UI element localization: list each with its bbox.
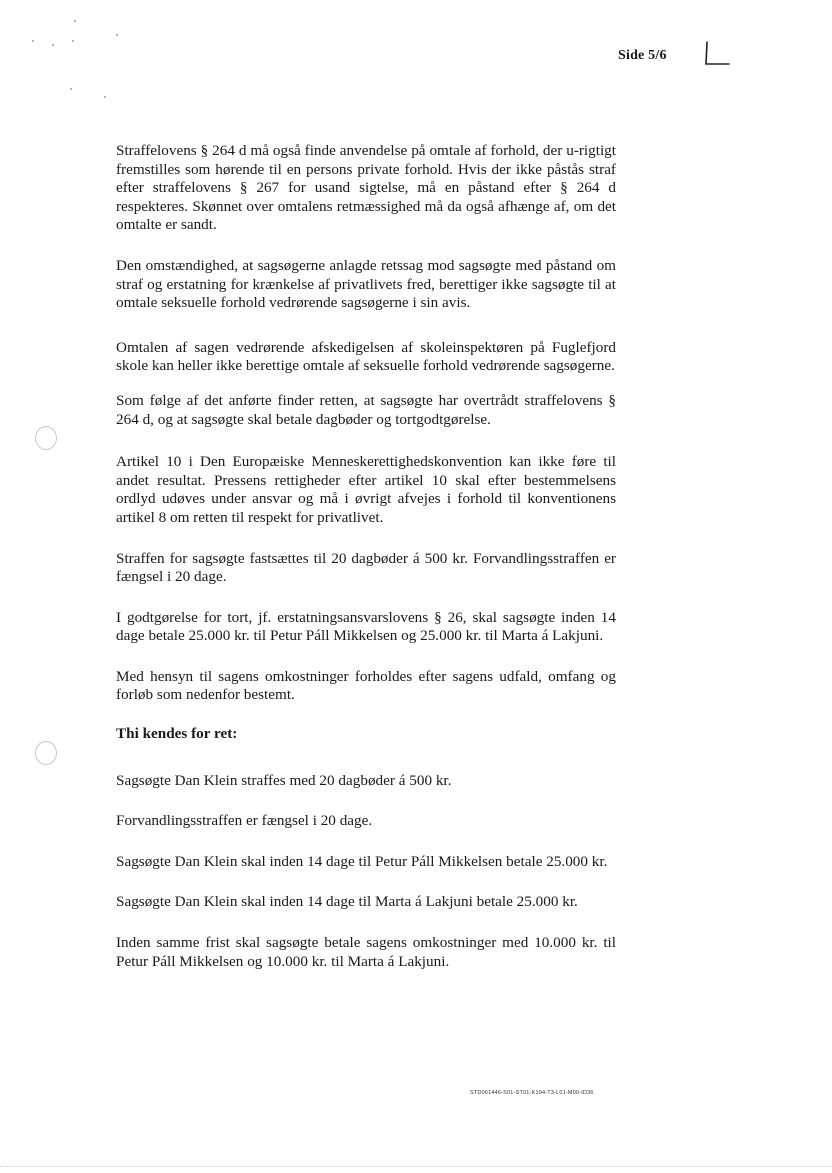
verdict-item: Forvandlingsstraffen er fængsel i 20 dage. — [116, 812, 373, 830]
scan-speck — [32, 40, 34, 42]
punch-hole — [35, 426, 57, 450]
scan-speck — [70, 88, 72, 90]
paragraph: Omtalen af sagen vedrørende afskedigelsen af skoleinspektøren på Fuglefjord skole kan heller ikke berettige omtale af seksuelle forhold vedrørende sagsøgerne. — [116, 338, 616, 375]
scan-speck — [104, 96, 106, 98]
scan-speck — [52, 44, 54, 46]
page-bottom-edge — [0, 1166, 832, 1167]
handwritten-corner-mark — [704, 40, 730, 66]
paragraph: Straffelovens § 264 d må også finde anvendelse på omtale af forhold, der u-rigtigt fremstilles som hørende til en persons private forhold. Hvis der ikke påstås straf efter straffelovens § 267 for usand sigtelse, må en påstand efter § 264 d respekteres. Skønnet over omtalens retmæssighed må da også afhænge af, om det omtalte er sandt. — [116, 142, 616, 234]
paragraph: Den omstændighed, at sagsøgerne anlagde retssag mod sagsøgte med påstand om straf og erstatning for krænkelse af privatlivets fred, berettiger ikke sagsøgte til at omtale seksuelle forhold vedrørende sagsøgerne i sin avis. — [116, 256, 616, 312]
verdict-item: Sagsøgte Dan Klein skal inden 14 dage til Marta á Lakjuni betale 25.000 kr. — [116, 893, 578, 911]
document-body — [116, 142, 616, 971]
punch-hole — [35, 741, 57, 765]
scan-speck — [74, 20, 76, 22]
document-code: STD061446-S01-ST01-K194-T3-L01-M00-ID36 — [470, 1090, 594, 1096]
paragraph: Med hensyn til sagens omkostninger forholdes efter sagens udfald, omfang og forløb som nedenfor bestemt. — [116, 667, 616, 704]
scan-speck — [116, 34, 118, 36]
scan-speck — [72, 40, 74, 42]
paragraph: I godtgørelse for tort, jf. erstatningsansvarslovens § 26, skal sagsøgte inden 14 dage betale 25.000 kr. til Petur Páll Mikkelsen og 25.000 kr. til Marta á Lakjuni. — [116, 608, 616, 645]
paragraph: Artikel 10 i Den Europæiske Menneskerettighedskonvention kan ikke føre til andet resultat. Pressens rettigheder efter artikel 10 skal efter bestemmelsens ordlyd udøves under ansvar og må i øvrigt afvejes i forhold til konventionens artikel 8 om retten til respekt for privatlivet. — [116, 453, 616, 526]
verdict-item: Sagsøgte Dan Klein skal inden 14 dage til Petur Páll Mikkelsen betale 25.000 kr. — [116, 852, 608, 870]
paragraph: Som følge af det anførte finder retten, at sagsøgte har overtrådt straffelovens § 264 d, og at sagsøgte skal betale dagbøder og tortgodtgørelse. — [116, 391, 616, 428]
page-number: Side 5/6 — [618, 48, 667, 63]
verdict-heading: Thi kendes for ret: — [116, 725, 238, 743]
paragraph: Straffen for sagsøgte fastsættes til 20 dagbøder á 500 kr. Forvandlingsstraffen er fængsel i 20 dage. — [116, 549, 616, 586]
verdict-item: Inden samme frist skal sagsøgte betale sagens omkostninger med 10.000 kr. til Petur Páll Mikkelsen og 10.000 kr. til Marta á Lakjuni. — [116, 934, 616, 970]
verdict-item: Sagsøgte Dan Klein straffes med 20 dagbøder á 500 kr. — [116, 771, 452, 789]
